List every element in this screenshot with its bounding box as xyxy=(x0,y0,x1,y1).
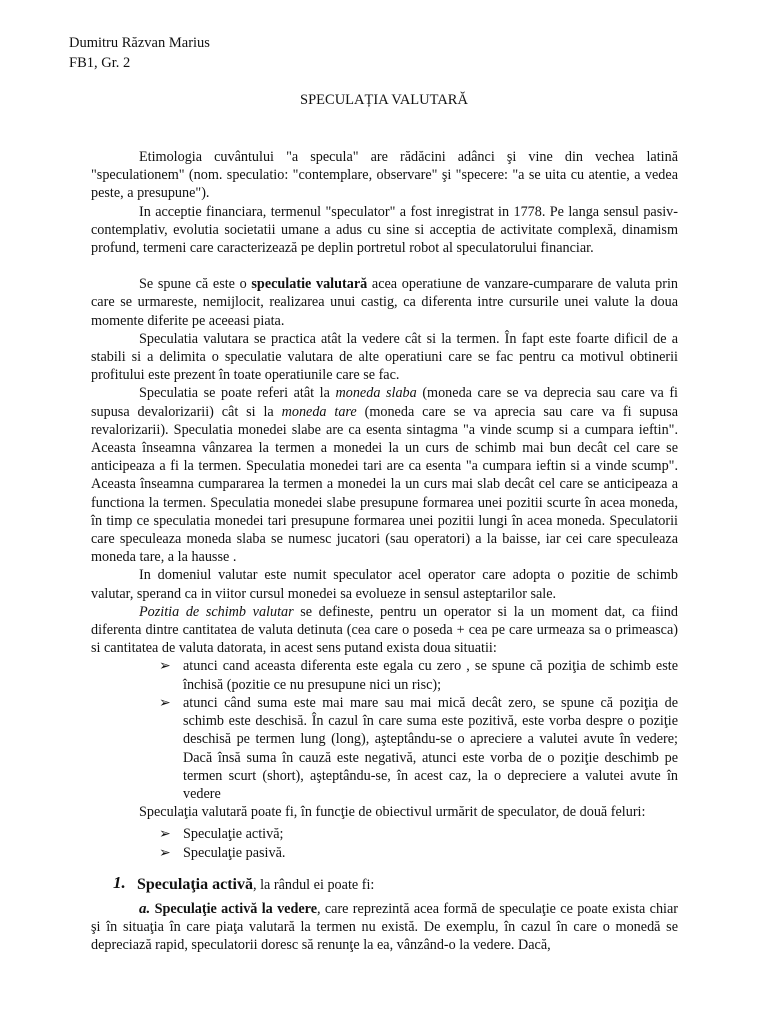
text-run: acea operatiune de vanzare-cumparare de valuta prin care se urmareste, nemijlocit, realizarea unui castig, ca diferenta intre cursurile unei valute la doua momente diferite pe aceeasi piata. xyxy=(91,276,678,329)
paragraph-active-spot xyxy=(91,900,678,955)
list-item-text: Speculaţie activă; xyxy=(183,826,284,843)
italic-term: moneda tare xyxy=(281,403,357,420)
arrow-bullet-icon: ➢ xyxy=(159,844,171,861)
list-item-text: atunci cand aceasta diferenta este egala cu zero , se spune că poziţia de schimb este închisă (pozitie ce nu presupune nici un risc); xyxy=(183,658,678,693)
section-title: Speculaţia activă xyxy=(137,875,253,893)
arrow-bullet-icon: ➢ xyxy=(159,694,171,711)
list-item-text: atunci când suma este mai mare sau mai mică decât zero, se spune că poziţia de schimb este deschisă. În cazul în care suma este pozitivă, este vorba despre o poziţie deschisă pe termen lung (long), aşteptându-se o apreciere a valutei avute în vedere; Dacă însă suma în cauză este negativă, atunci este vorba de o poziţie deschimb pe termen scurt (short), aşteptându-se, în acest caz, la o depreciere a valutei avute în vedere xyxy=(183,694,678,802)
bold-term: Speculaţie activă la vedere xyxy=(154,900,317,917)
arrow-bullet-icon: ➢ xyxy=(159,826,171,843)
text-run: , la rândul ei poate fi: xyxy=(253,876,375,893)
italic-term: Pozitia de schimb valutar xyxy=(139,603,294,620)
position-list xyxy=(91,657,678,803)
list-item xyxy=(91,694,678,803)
italic-term: moneda slaba xyxy=(335,385,417,402)
paragraph-financial-meaning: In acceptie financiara, termenul "speculator" a fost inregistrat in 1778. Pe langa sensul pasiv-contemplativ, evolutia societatii umane a adus cu sine si acceptia de activitate complexă, dinamism profund, termeni care caracterizează pe deplin portretul robot al speculatorului financiar. xyxy=(91,203,678,257)
paragraph-practice: Speculatia valutara se practica atât la vedere cât si la termen. În fapt este foarte dificil de a stabili si a delimita o speculatie valutara de alte operatiuni care se fac pentru ca motivul obtinerii profitului este prezent în toate operatiunile care se fac. xyxy=(91,330,678,384)
text-run: , care reprezintă acea formă de speculaţie ce poate exista chiar şi în situaţia în care piaţa valutară la termen nu există. De exemplu, în cazul în care o monedă se depreciază rapid, speculatorii doresc să renunţe la ea, vânzând-o la vedere. Dacă, xyxy=(91,900,679,954)
document-body xyxy=(91,148,678,955)
author-name: Dumitru Răzvan Marius xyxy=(69,35,210,51)
author-block xyxy=(69,33,210,73)
document-title: SPECULAȚIA VALUTARĂ xyxy=(300,92,468,108)
paragraph-definition xyxy=(91,275,678,330)
paragraph-etymology: Etimologia cuvântului "a specula" are rădăcini adânci şi vine din vechea latină "speculationem" (nom. speculatio: "contemplare, observare" şi "specere: "a se uita cu atentie, a vedea peste, a presupune"). xyxy=(91,149,678,202)
text-run: Speculatia se poate referi atât la xyxy=(139,385,336,402)
paragraph-position xyxy=(91,603,678,658)
list-item xyxy=(91,844,678,862)
text-run: (moneda care se va aprecia sau care va fi supusa revalorizarii). Speculatia monedei slabe are ca esenta sintagma "a vinde scump si a cumpara ieftin". Aceasta înseamna vânzarea la termen a monedei la un curs de schimb mai bun decât cel care se anticipeaza a fi la termen. Speculatia monedei tari are ca esenta "a cumpara ieftin si a vinde scump". Aceasta înseamna cumpararea la termen a monedei la un curs mai slab decât cel care se anticipeaza a functiona la termen. Speculatia monedei slabe presupune formarea unei pozitii scurte în acea moneda, în timp ce speculatia monedei tari presupune formarea unei pozitii lungi în acea moneda. Speculatorii care speculeaza moneda slaba se numesc jucatori (sau operatori) a la baisse, iar cei care speculeaza moneda tare, a la hausse . xyxy=(91,403,679,566)
bold-term: speculatie valutară xyxy=(251,276,368,293)
list-item xyxy=(91,657,678,693)
text-run: Se spune că este o xyxy=(139,276,252,293)
section-heading-active xyxy=(91,872,678,894)
paragraph-weak-strong xyxy=(91,384,678,566)
text-run: se defineste, pentru un operator si la un moment dat, ca fiind diferenta dintre cantitatea de valuta detinuta (cea care o poseda + cea pe care urmeaza sa o primeasca) si cantitatea de valuta datorata, in acest sens putand exista doua situatii: xyxy=(91,603,678,657)
list-item-text: Speculaţie pasivă. xyxy=(183,844,286,861)
subsection-label: a. xyxy=(139,900,151,917)
arrow-bullet-icon: ➢ xyxy=(159,658,171,675)
paragraph-types: Speculaţia valutară poate fi, în funcţie de obiectivul urmărit de speculator, de două feluri: xyxy=(139,804,646,821)
text-run: (moneda care se va deprecia sau care va fi supusa devalorizarii) cât si la xyxy=(91,385,678,420)
list-item xyxy=(91,825,678,843)
section-number: 1. xyxy=(113,872,126,892)
paragraph-speculator: In domeniul valutar este numit speculator acel operator care adopta o pozitie de schimb valutar, sperand ca in viitor cursul monedei sa evolueze in sensul asteptarilor sale. xyxy=(91,567,678,602)
author-group: FB1, Gr. 2 xyxy=(69,55,131,71)
types-list xyxy=(91,825,678,861)
